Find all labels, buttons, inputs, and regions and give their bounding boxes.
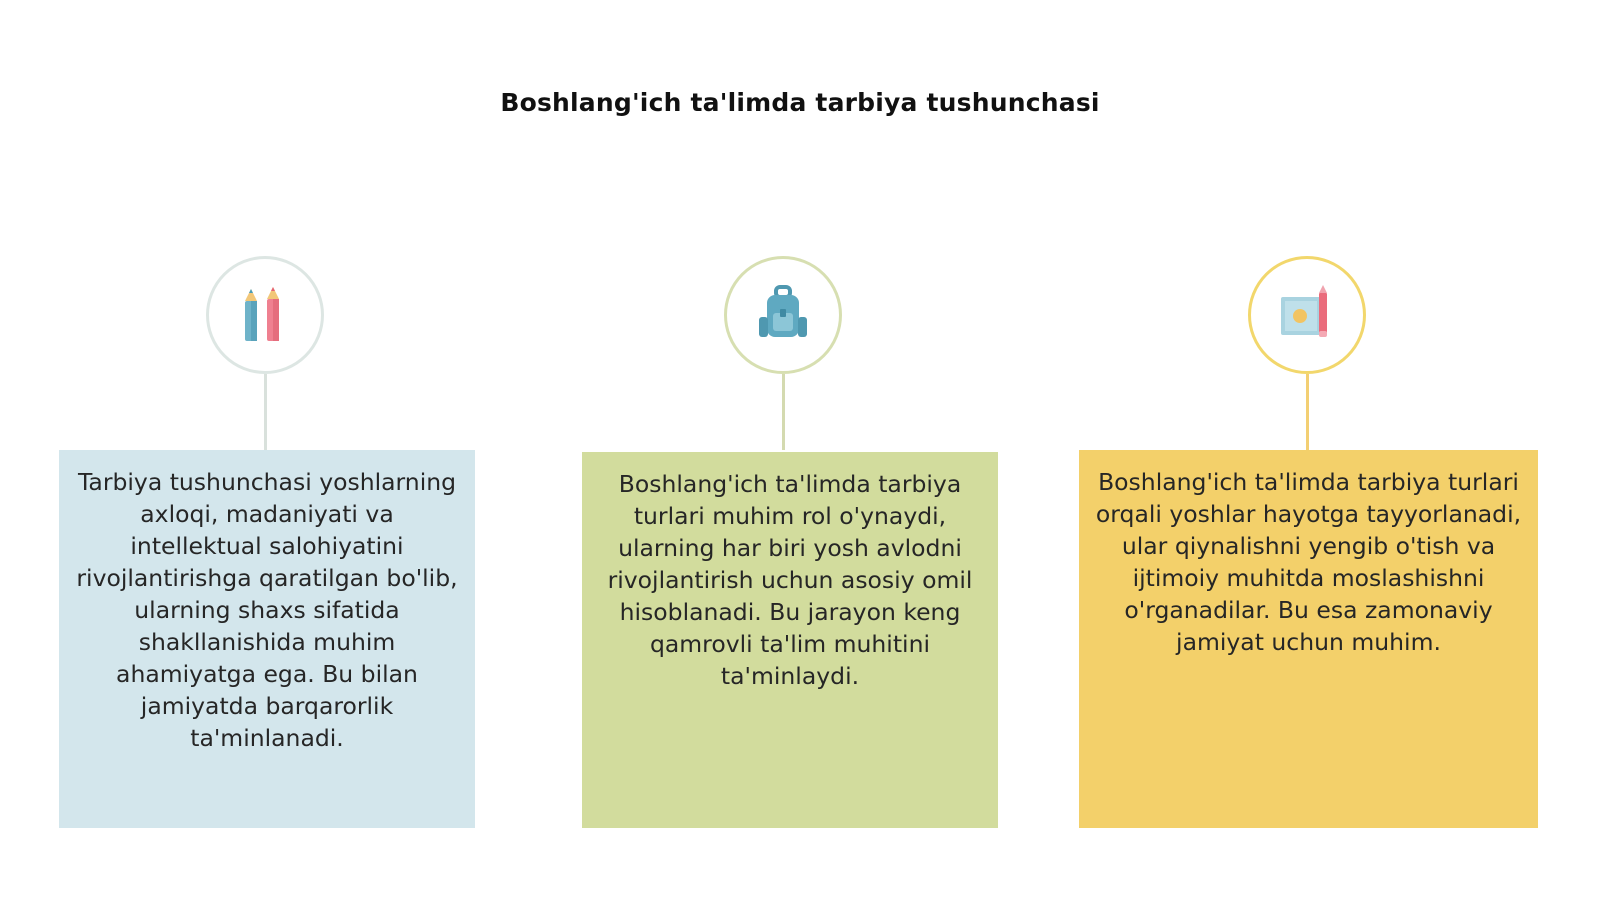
- pencils-icon: [235, 283, 295, 347]
- connector-line-1: [264, 374, 267, 450]
- icon-circle-1: [206, 256, 324, 374]
- connector-line-3: [1306, 374, 1309, 450]
- backpack-icon: [751, 283, 815, 347]
- drawing-icon: [1275, 283, 1339, 347]
- info-card-2-text: Boshlang'ich ta'limda tarbiya turlari muhim rol o'ynaydi, ularning har biri yosh avlodni rivojlantirish uchun asosiy omil hisoblanadi. Bu jarayon keng qamrovli ta'lim muhitini ta'minlaydi.: [607, 470, 973, 690]
- info-card-1-text: Tarbiya tushunchasi yoshlarning axloqi, madaniyati va intellektual salohiyatini rivojlantirishga qaratilgan bo'lib, ularning shaxs sifatida shakllanishida muhim ahamiyatga ega. Bu bilan jamiyatda barqarorlik ta'minlanadi.: [76, 468, 458, 752]
- page-title: Boshlang'ich ta'limda tarbiya tushunchasi: [500, 88, 1100, 117]
- info-card-3-text: Boshlang'ich ta'limda tarbiya turlari orqali yoshlar hayotga tayyorlanadi, ular qiynalishni yengib o'tish va ijtimoiy muhitda moslashishni o'rganadilar. Bu esa zamonaviy jamiyat uchun muhim.: [1095, 468, 1522, 656]
- info-card-1: [59, 450, 475, 828]
- icon-circle-3: [1248, 256, 1366, 374]
- info-card-3: [1079, 450, 1538, 828]
- info-card-2: [582, 452, 998, 828]
- icon-circle-2: [724, 256, 842, 374]
- connector-line-2: [782, 374, 785, 450]
